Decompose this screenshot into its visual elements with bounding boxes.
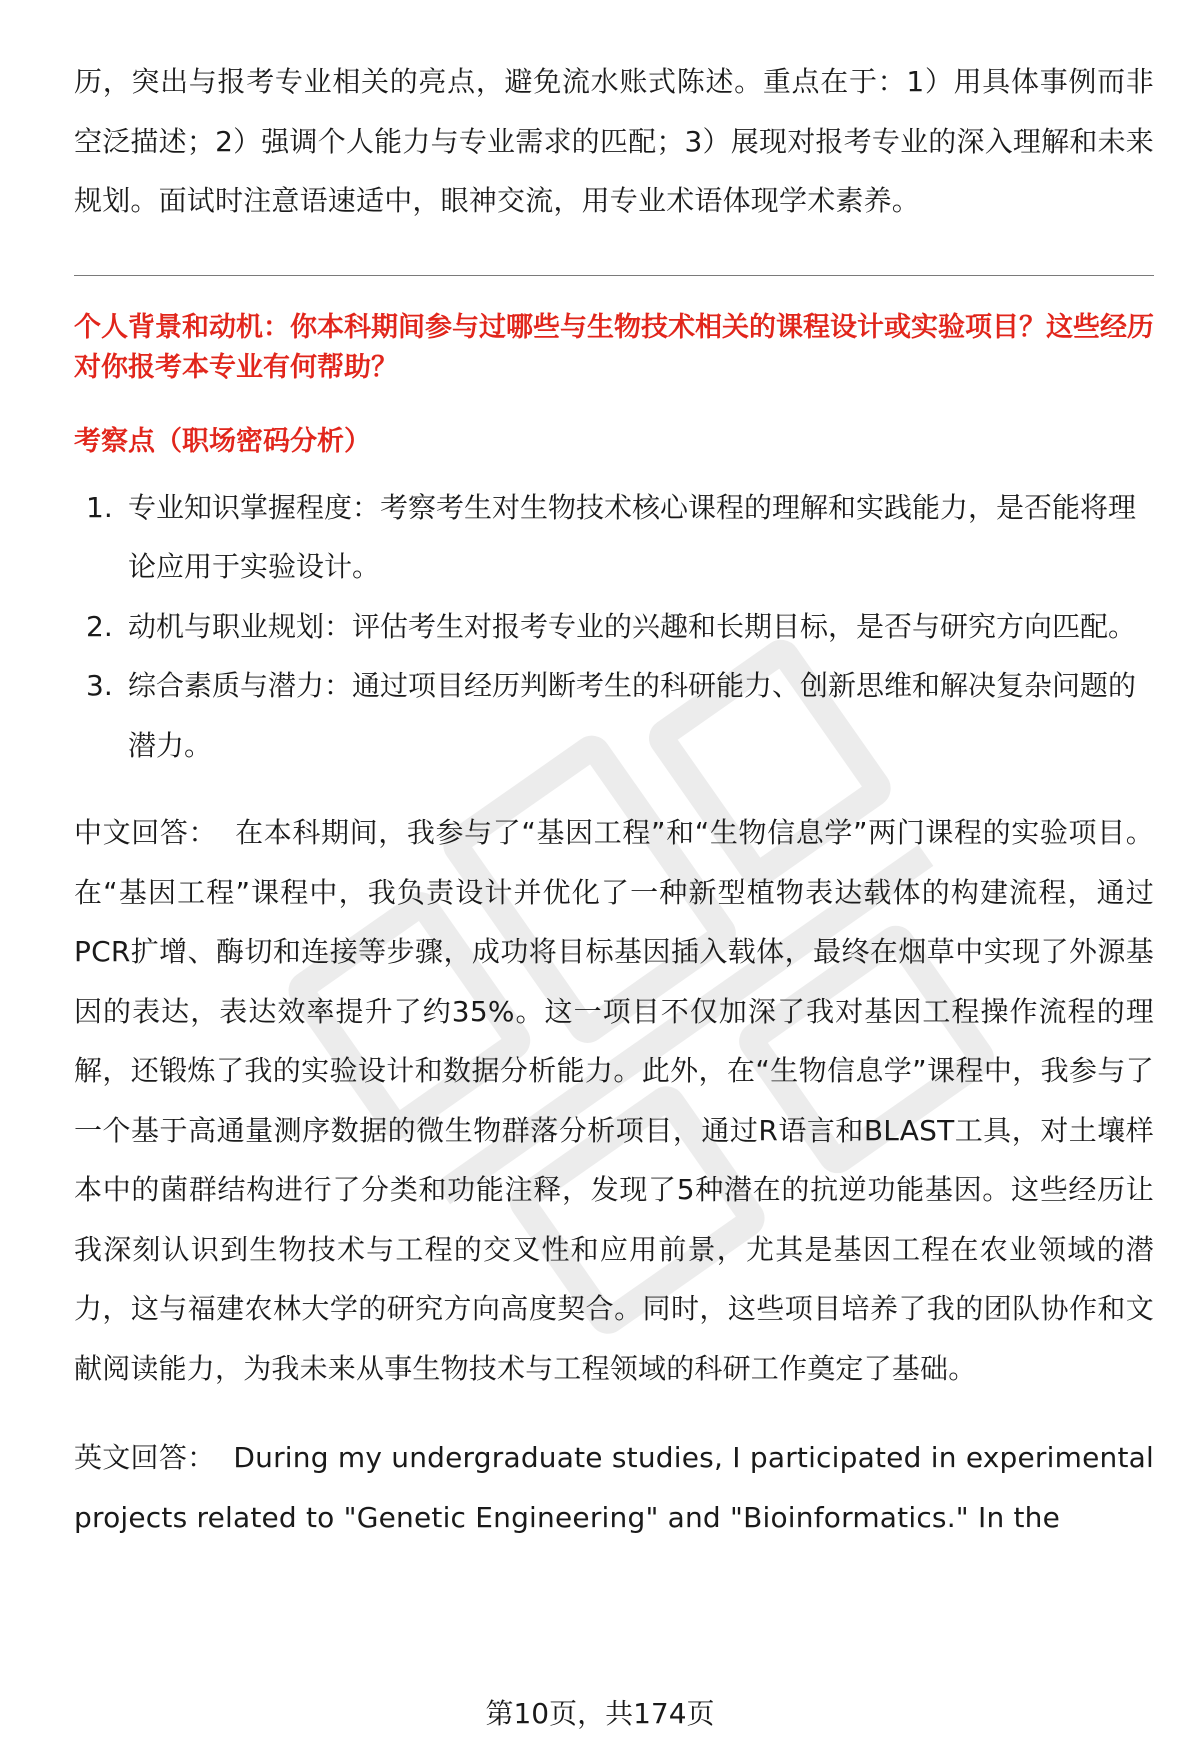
list-item	[74, 656, 1154, 775]
chinese-answer	[74, 803, 1154, 1398]
list-item-number: 3.	[86, 669, 113, 702]
exam-points-list	[74, 478, 1154, 776]
page-number-footer: 第10页，共174页	[485, 1697, 715, 1730]
exam-points-title: 考察点（职场密码分析）	[74, 425, 371, 457]
list-item-text: 专业知识掌握程度：考察考生对生物技术核心课程的理解和实践能力，是否能将理论应用于实验设计。	[128, 490, 1137, 583]
intro-paragraph: 历，突出与报考专业相关的亮点，避免流水账式陈述。重点在于：1）用具体事例而非空泛描述；2）强调个人能力与专业需求的匹配；3）展现对报考专业的深入理解和未来规划。面试时注意语速适中，眼神交流，用专业术语体现学术素养。	[74, 65, 1154, 217]
content-area	[74, 52, 1154, 1547]
list-item	[74, 597, 1154, 657]
english-answer-text: During my undergraduate studies, I participated in experimental projects related to "Genetic Engineering" and "Bioinformatics." In the	[74, 1441, 1154, 1534]
list-item-number: 1.	[86, 490, 113, 524]
list-item-number: 2.	[86, 609, 113, 643]
section-divider	[74, 275, 1154, 276]
list-item-text: 综合素质与潜力：通过项目经历判断考生的科研能力、创新思维和解决复杂问题的潜力。	[128, 669, 1137, 762]
question-heading: 个人背景和动机：你本科期间参与过哪些与生物技术相关的课程设计或实验项目？这些经历对你报考本专业有何帮助？	[74, 311, 1154, 383]
english-answer-label: 英文回答：	[74, 1441, 216, 1474]
english-answer	[74, 1428, 1154, 1547]
list-item	[74, 478, 1154, 597]
chinese-answer-text: 在本科期间，我参与了“基因工程”和“生物信息学”两门课程的实验项目。在“基因工程”课程中，我负责设计并优化了一种新型植物表达载体的构建流程，通过PCR扩增、酶切和连接等步骤，成功将目标基因插入载体，最终在烟草中实现了外源基因的表达，表达效率提升了约35%。这一项目不仅加深了我对基因工程操作流程的理解，还锻炼了我的实验设计和数据分析能力。此外，在“生物信息学”课程中，我参与了一个基于高通量测序数据的微生物群落分析项目，通过R语言和BLAST工具，对土壤样本中的菌群结构进行了分类和功能注释，发现了5种潜在的抗逆功能基因。这些经历让我深刻认识到生物技术与工程的交叉性和应用前景，尤其是基因工程在农业领域的潜力，这与福建农林大学的研究方向高度契合。同时，这些项目培养了我的团队协作和文献阅读能力，为我未来从事生物技术与工程领域的科研工作奠定了基础。	[74, 816, 1154, 1385]
chinese-answer-label: 中文回答：	[74, 816, 218, 849]
list-item-text: 动机与职业规划：评估考生对报考专业的兴趣和长期目标，是否与研究方向匹配。	[128, 609, 1137, 643]
